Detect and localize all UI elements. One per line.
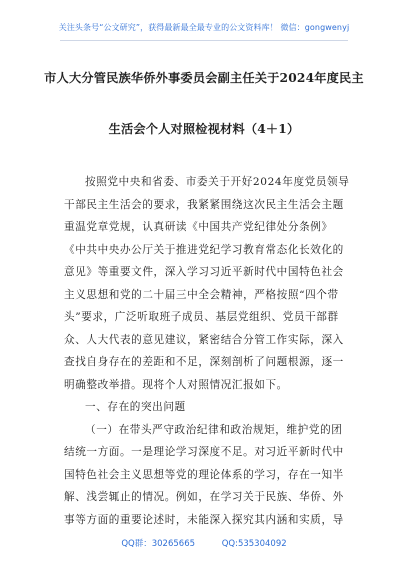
body-line: 解、浅尝辄止的情况。例如，在学习关于民族、华侨、外 [64, 491, 344, 503]
header-divider [60, 40, 348, 41]
body-line: 众、人大代表的意见建议，紧密结合分管工作实际，深入 [64, 333, 344, 346]
body-line: 意见》等重要文件，深入学习习近平新时代中国特色社会 [64, 266, 344, 278]
body-line: 按照党中央和省委、市委关于开好2024年度党员领导 [85, 176, 350, 188]
document-title-line-2: 生活会个人对照检视材料（4＋1） [108, 122, 300, 136]
section-heading: 一、存在的突出问题 [85, 401, 186, 413]
footer-qq-number: QQ:535304092 [221, 539, 287, 549]
footer-contact [0, 537, 408, 549]
footer-qq-group: QQ群：30265665 [121, 539, 196, 549]
body-line: 事等方面的重要论述时，未能深入探究其内涵和实质，导 [64, 513, 344, 526]
body-line: （一）在带头严守政治纪律和政治规矩，维护党的团 [85, 423, 343, 436]
body-line: 结统一方面。一是理论学习深度不足。对习近平新时代中 [64, 446, 344, 458]
header-notice: 关注头条号“公文研究”，获得最新最全最专业的公文资料库！ 微信：gongwenyj [58, 23, 350, 32]
document-body [64, 171, 354, 531]
body-line: 查找自身存在的差距和不足，深刻剖析了问题根源，逐一 [64, 356, 344, 368]
body-line: 主义思想和党的二十届三中全会精神，严格按照“四个带 [64, 288, 339, 301]
body-line: 《中共中央办公厅关于推进党纪学习教育常态化长效化的 [64, 243, 344, 256]
body-line: 国特色社会主义思想等党的理论体系的学习，存在一知半 [64, 468, 344, 481]
body-line: 干部民主生活会的要求，我紧紧围绕这次民主生活会主题 [64, 198, 344, 211]
body-line: 明确整改举措。现将个人对照情况汇报如下。 [64, 378, 288, 391]
document-title-line-1: 市人大分管民族华侨外事委员会副主任关于2024年度民主 [44, 71, 364, 85]
body-line: 头”要求，广泛听取班子成员、基层党组织、党员干部群 [64, 311, 339, 323]
body-line: 重温党章党规，认真研读《中国共产党纪律处分条例》 [64, 221, 333, 233]
